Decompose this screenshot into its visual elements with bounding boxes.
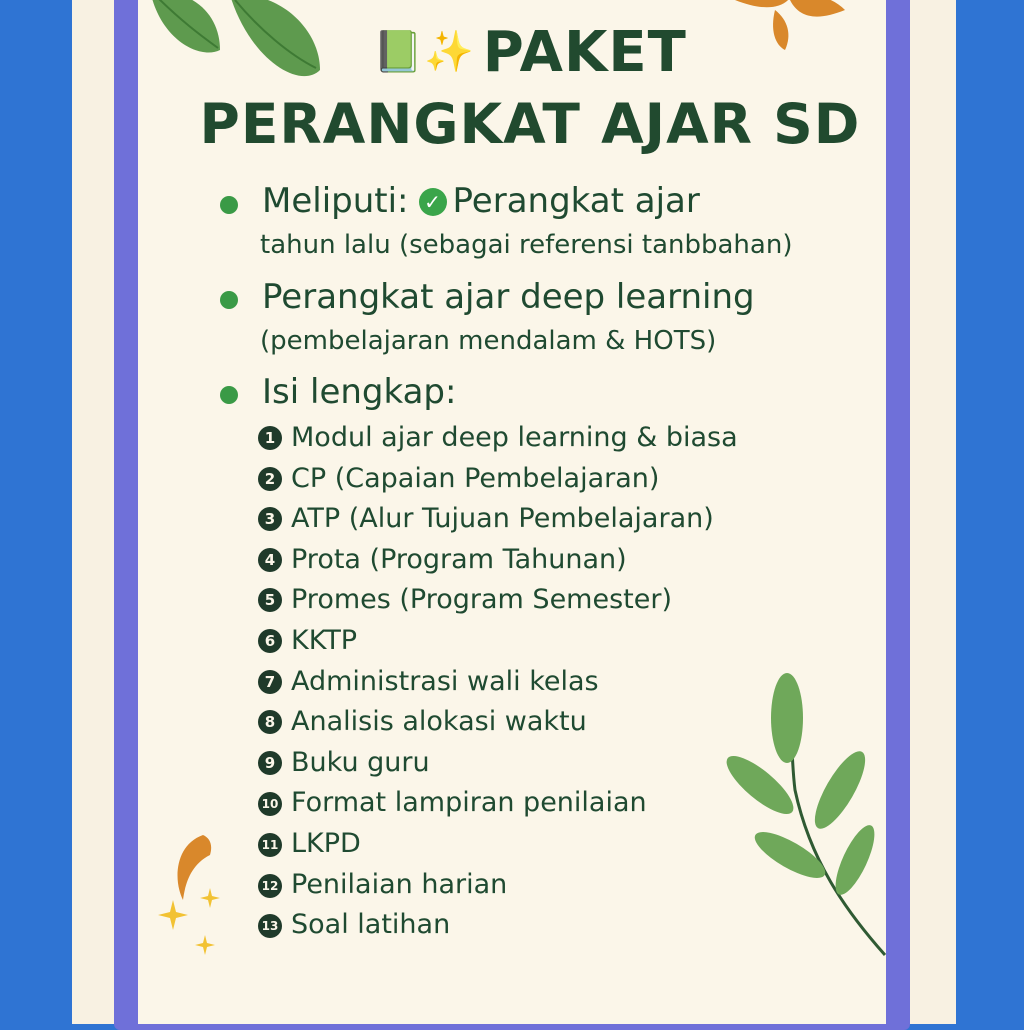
page-title-line2: PERANGKAT AJAR SD	[199, 92, 861, 156]
list-item-label: KKTP	[291, 625, 358, 656]
list-item	[258, 625, 357, 656]
list-item-label: LKPD	[291, 828, 361, 859]
bullet-dot	[220, 196, 238, 214]
list-item	[258, 544, 627, 575]
list-item	[258, 869, 507, 900]
number-badge-icon: 10	[258, 792, 282, 816]
list-item	[258, 828, 361, 859]
list-item	[258, 747, 430, 778]
list-item	[258, 422, 738, 453]
list-item-label: Promes (Program Semester)	[291, 584, 672, 616]
list-item-label: Analisis alokasi waktu	[291, 706, 587, 738]
list-item-label: Administrasi wali kelas	[291, 665, 599, 697]
list-item-label: CP (Capaian Pembelajaran)	[291, 462, 660, 494]
bullet-1-subtext: tahun lalu (sebagai referensi tanbbahan)	[260, 230, 793, 260]
number-badge-icon: 6	[258, 629, 282, 653]
bullet-dot	[220, 386, 238, 404]
number-badge-icon: 2	[258, 467, 282, 491]
leaf-branch-icon	[715, 670, 890, 960]
crescent-sparkle-icon	[155, 830, 230, 965]
number-badge-icon: 11	[258, 833, 282, 857]
list-item-label: ATP (Alur Tujuan Pembelajaran)	[291, 503, 714, 535]
bullet-2-subtext: (pembelajaran mendalam & HOTS)	[260, 326, 717, 356]
bullet-1-text	[262, 181, 700, 221]
bullet-dot	[220, 291, 238, 309]
bullet-2-main: Perangkat ajar deep learning	[262, 277, 755, 317]
number-badge-icon: 7	[258, 670, 282, 694]
list-item	[258, 503, 714, 534]
number-badge-icon: 8	[258, 710, 282, 734]
list-item-label: Penilaian harian	[291, 868, 508, 900]
list-item	[258, 909, 450, 940]
number-badge-icon: 4	[258, 548, 282, 572]
bullet-3-main: Isi lengkap:	[262, 372, 457, 412]
list-item	[258, 787, 647, 818]
list-item-label: Format lampiran penilaian	[291, 787, 647, 819]
number-badge-icon: 9	[258, 751, 282, 775]
list-item	[258, 463, 659, 494]
list-item	[258, 584, 672, 615]
list-item-label: Modul ajar deep learning & biasa	[291, 422, 738, 453]
checkmark-icon: ✓	[419, 188, 447, 216]
number-badge-icon: 5	[258, 588, 282, 612]
list-item-label: Soal latihan	[291, 909, 451, 941]
list-item	[258, 706, 587, 737]
number-badge-icon: 1	[258, 426, 282, 450]
bullet-1-main: Perangkat ajar	[452, 181, 700, 221]
number-badge-icon: 13	[258, 914, 282, 938]
title-text-paket: PAKET	[482, 20, 687, 85]
page-title-line1	[150, 20, 910, 85]
list-item-label: Prota (Program Tahunan)	[291, 543, 627, 575]
bullet-1-label: Meliputi:	[262, 181, 409, 221]
number-badge-icon: 12	[258, 874, 282, 898]
book-sparkle-icon: 📗✨	[373, 29, 475, 75]
list-item	[258, 666, 599, 697]
number-badge-icon: 3	[258, 507, 282, 531]
list-item-label: Buku guru	[291, 746, 430, 778]
